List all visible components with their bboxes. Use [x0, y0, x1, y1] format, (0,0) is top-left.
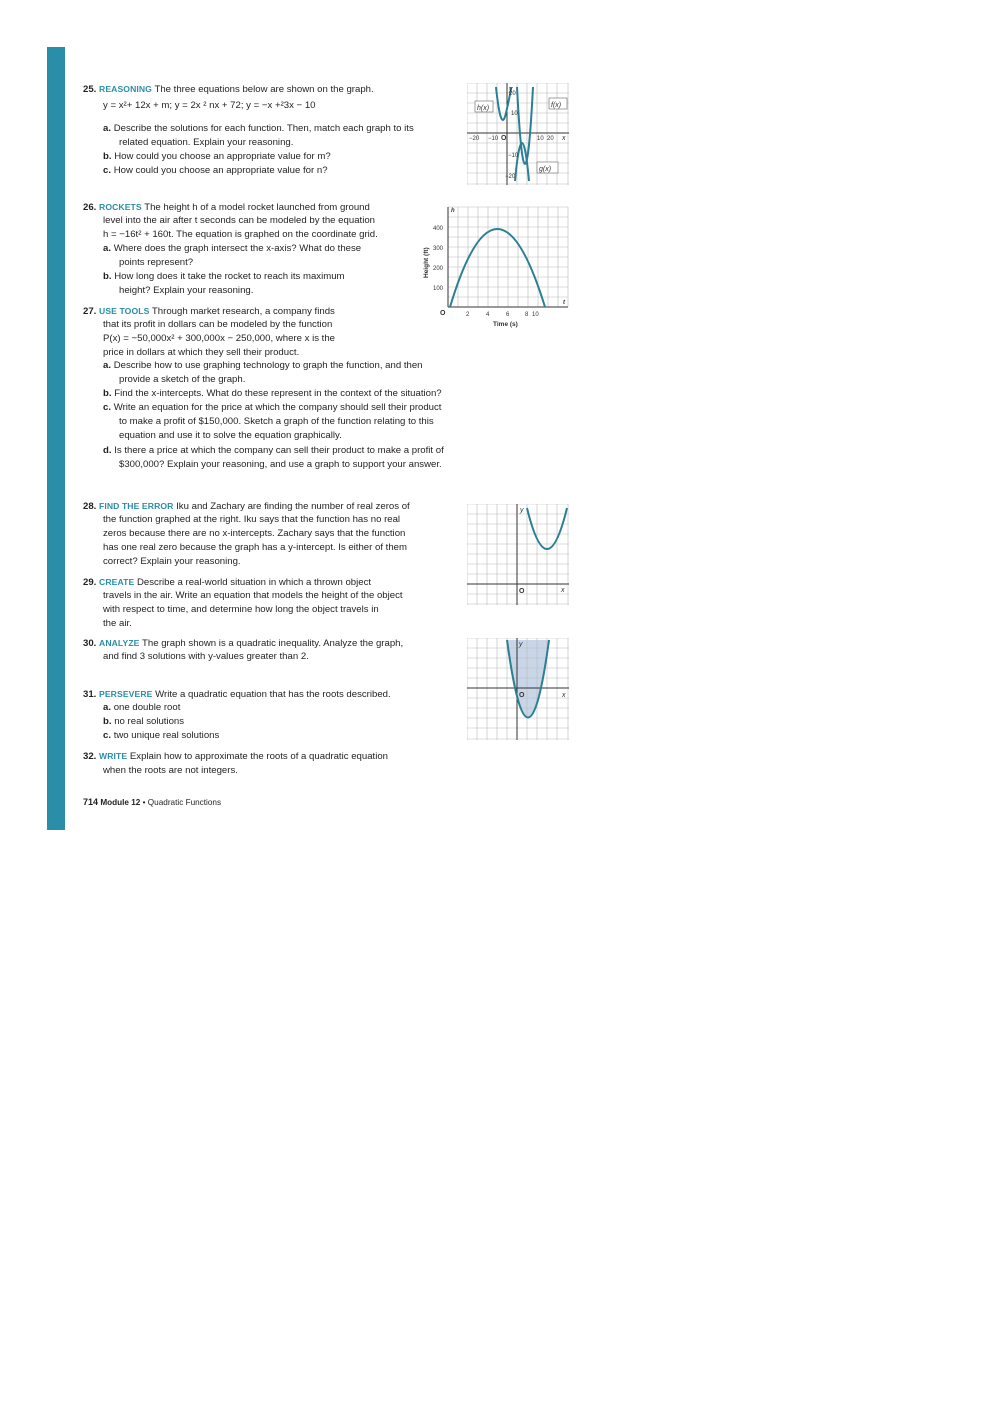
- problem-26-part-a: a. Where does the graph intersect the x-axis? What do these points represent?: [103, 243, 362, 268]
- tick-label: 10: [511, 111, 518, 117]
- accent-sidebar-bar: [47, 47, 65, 830]
- y-axis-label: y: [509, 86, 513, 93]
- tick-label: −20: [505, 174, 516, 180]
- y-axis-label: y: [520, 507, 524, 514]
- problem-keyword: ANALYZE: [99, 638, 140, 648]
- problem-number: 28.: [83, 501, 97, 512]
- tick-label: 20: [547, 136, 554, 142]
- tick-label: −10: [488, 136, 499, 142]
- problem-keyword: USE TOOLS: [99, 306, 150, 316]
- problem-26-text: level into the air after t seconds can be modeled by the equation h = −16t² + 160t. The equation is graphed on the coordinate grid.: [103, 215, 378, 240]
- problem-25-part-a: a. Describe the solutions for each function. Then, match each graph to its related equation. Explain your reasoning.: [103, 123, 414, 148]
- problem-30-text: and find 3 solutions with y-values greater than 2.: [103, 651, 309, 662]
- y-axis-label: y: [519, 641, 523, 648]
- h-label: h(x): [477, 105, 490, 112]
- problem-keyword: ROCKETS: [99, 202, 142, 212]
- problem-29: 29. CREATE Describe a real-world situation in which a thrown object: [83, 577, 372, 588]
- origin-label: O: [440, 310, 446, 317]
- y-axis-title: Height (ft): [423, 247, 430, 278]
- problem-keyword: REASONING: [99, 84, 152, 94]
- problem-number: 29.: [83, 577, 97, 588]
- tick-label: −20: [469, 136, 480, 142]
- tick-label: 8: [525, 312, 529, 318]
- problem-25-part-c: c. How could you choose an appropriate value for n?: [103, 165, 328, 176]
- f-label: f(x): [551, 102, 562, 109]
- grid-lines: [448, 207, 568, 307]
- tick-label: 10: [537, 136, 544, 142]
- x-axis-title: Time (s): [493, 321, 518, 328]
- grid-lines: [467, 504, 569, 605]
- problem-31: 31. PERSEVERE Write a quadratic equation that has the roots described.: [83, 689, 391, 700]
- tick-label: 300: [433, 246, 444, 252]
- tick-label: 100: [433, 286, 444, 292]
- tick-label: 4: [486, 312, 490, 318]
- tick-label: 400: [433, 226, 444, 232]
- x-axis-label: x: [562, 692, 566, 699]
- x-axis-label: x: [561, 587, 565, 594]
- rocket-parabola: [450, 229, 545, 307]
- problem-30: 30. ANALYZE The graph shown is a quadratic inequality. Analyze the graph,: [83, 638, 404, 649]
- module-title: Quadratic Functions: [147, 798, 222, 807]
- problem-26-graph: [418, 203, 570, 331]
- problem-number: 31.: [83, 689, 97, 700]
- problem-27-part-b: b. Find the x-intercepts. What do these represent in the context of the situation?: [103, 388, 442, 399]
- problem-keyword: CREATE: [99, 577, 135, 587]
- tick-label: −10: [508, 153, 519, 159]
- problem-27-part-c: c. Write an equation for the price at which the company should sell their product to make a profit of $150,000. Sketch a graph of the function relating to this equation and use it to solve the equation graphically.: [103, 402, 442, 441]
- g-label: g(x): [539, 166, 552, 173]
- problem-number: 27.: [83, 306, 97, 317]
- problem-32: 32. WRITE Explain how to approximate the roots of a quadratic equation: [83, 751, 389, 762]
- problem-25-equations: y = x²+ 12x + m; y = 2x ² nx + 72; y = −x +²3x − 10: [103, 100, 316, 111]
- problem-28-text: the function graphed at the right. Iku says that the function has no real zeros because there are no x-intercepts. Zachary says that the function has one real zero because the graph has a y-intercept. Is either of them correct? Explain your reasoning.: [103, 514, 407, 567]
- module-label: Module 12: [100, 798, 141, 807]
- problem-28: 28. FIND THE ERROR Iku and Zachary are finding the number of real zeros of: [83, 501, 410, 512]
- problem-27: 27. USE TOOLS Through market research, a company finds: [83, 306, 335, 317]
- origin-label: O: [519, 588, 525, 595]
- tick-label: 2: [466, 312, 470, 318]
- tick-label: 20: [509, 91, 516, 97]
- problem-keyword: WRITE: [99, 751, 128, 761]
- page-footer: [83, 797, 221, 807]
- problem-30-graph: [467, 638, 569, 740]
- footer-separator: •: [142, 798, 146, 807]
- tick-label: 10: [532, 312, 539, 318]
- origin-label: O: [519, 692, 525, 699]
- problem-26: 26. ROCKETS The height h of a model rocket launched from ground: [83, 202, 370, 213]
- problem-28-graph: [467, 504, 569, 605]
- problem-number: 25.: [83, 84, 97, 95]
- problem-29-text: travels in the air. Write an equation that models the height of the object with respect to time, and determine how long the object travels in the air.: [103, 590, 403, 629]
- tick-label: 200: [433, 266, 444, 272]
- problem-25-part-b: b. How could you choose an appropriate value for m?: [103, 151, 331, 162]
- problem-27-text: that its profit in dollars can be modeled by the function P(x) = −50,000x² + 300,000x − 250,000, where x is the price in dollars at which they sell their product.: [103, 319, 335, 358]
- origin-label: O: [501, 135, 507, 142]
- problem-number: 30.: [83, 638, 97, 649]
- problem-number: 32.: [83, 751, 97, 762]
- problem-32-text: when the roots are not integers.: [103, 765, 238, 776]
- page-number: 714: [83, 797, 99, 807]
- problem-keyword: FIND THE ERROR: [99, 501, 174, 511]
- tick-label: 6: [506, 312, 510, 318]
- problem-27-part-d: d. Is there a price at which the company can sell their product to make a profit of $300,000? Explain your reasoning, and use a graph to support your answer.: [103, 445, 444, 470]
- x-axis-letter: t: [563, 300, 565, 306]
- problem-keyword: PERSEVERE: [99, 689, 153, 699]
- problem-31-parts: a. one double root b. no real solutions c. two unique real solutions: [103, 702, 220, 741]
- problem-text: The three equations below are shown on the graph.: [154, 84, 374, 95]
- y-axis-letter: h: [451, 208, 455, 214]
- problem-25: [83, 82, 374, 97]
- problem-26-part-b: b. How long does it take the rocket to reach its maximum height? Explain your reasoning.: [103, 271, 345, 296]
- problem-number: 26.: [83, 202, 97, 213]
- x-axis-label: x: [562, 135, 566, 142]
- problem-25-graph: [467, 83, 569, 185]
- problem-27-part-a: a. Describe how to use graphing technology to graph the function, and then provide a sketch of the graph.: [103, 360, 423, 385]
